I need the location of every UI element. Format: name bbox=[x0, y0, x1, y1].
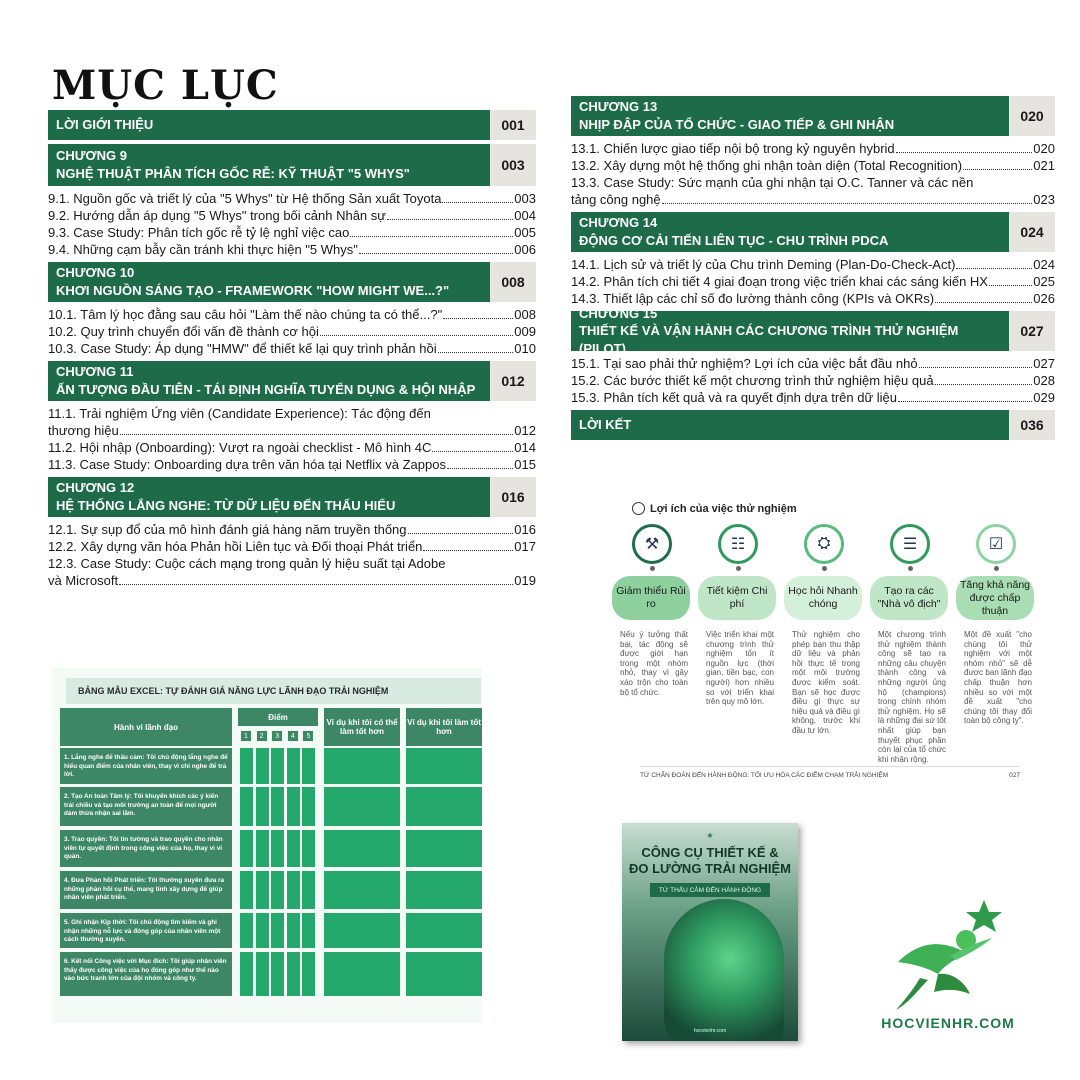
score-cell[interactable] bbox=[271, 913, 284, 948]
chapter-page: 020 bbox=[1009, 96, 1055, 136]
chapter-title bbox=[571, 305, 1009, 356]
toc-entry-text: 14.3. Thiết lập các chỉ số đo lường thành công (KPIs và OKRs) bbox=[571, 291, 935, 306]
toc-entry-text: 12.2. Xây dựng văn hóa Phản hồi Liên tục và Đối thoại Phát triển bbox=[48, 539, 423, 554]
score-cell[interactable] bbox=[256, 830, 269, 867]
toc-entry-text: 15.1. Tại sao phải thử nghiệm? Lợi ích của việc bắt đầu nhỏ bbox=[571, 356, 918, 371]
toc-leader-dots bbox=[989, 285, 1032, 286]
chapter-entries bbox=[48, 405, 536, 473]
toc-leader-dots bbox=[359, 253, 513, 254]
book-title-line1: CÔNG CỤ THIẾT KẾ & bbox=[641, 845, 779, 860]
chapter-page: 027 bbox=[1009, 311, 1055, 351]
book-footer: hocvienhr.com bbox=[693, 1028, 727, 1034]
outro-bar-label: LỜI KẾT bbox=[571, 410, 1009, 440]
chapter-number: CHƯƠNG 12 bbox=[56, 480, 135, 496]
excel-row-behavior: 4. Đưa Phản hồi Phát triển: Tôi thường xuyên đưa ra những phản hồi cụ thể, mang tính xây dựng để giúp nhân viên phát triển. bbox=[60, 871, 232, 909]
toc-entry bbox=[48, 306, 536, 323]
benefit-description: Nếu ý tưởng thất bại, tác động sẽ được giới hạn trong một nhóm nhỏ, thay vì gây xáo trộn cho toàn bộ tổ chức. bbox=[620, 630, 688, 697]
toc-entry-text: 13.3. Case Study: Sức mạnh của ghi nhận tại O.C. Tanner và các nền bbox=[571, 175, 974, 190]
toc-entry-page: 017 bbox=[514, 539, 536, 554]
score-cell[interactable] bbox=[287, 952, 300, 996]
toc-entry-page: 020 bbox=[1033, 141, 1055, 156]
chapter-number: CHƯƠNG 14 bbox=[579, 215, 658, 231]
toc-entry bbox=[571, 389, 1055, 406]
benefits-title bbox=[632, 502, 797, 515]
score-header: 3 bbox=[271, 730, 283, 742]
chapter-header bbox=[48, 262, 536, 302]
chapter-page: 016 bbox=[490, 477, 536, 517]
toc-entry bbox=[48, 340, 536, 357]
example-good-cell[interactable] bbox=[324, 748, 400, 784]
chapter-header bbox=[571, 96, 1055, 136]
toc-entry-text: 10.2. Quy trình chuyển đổi vấn đề thành cơ hội bbox=[48, 324, 319, 339]
toc-leader-dots bbox=[956, 268, 1032, 269]
score-header: 5 bbox=[302, 730, 314, 742]
chapter-title bbox=[48, 262, 490, 302]
toc-entry bbox=[571, 140, 1055, 157]
toc-entry-page: 016 bbox=[514, 522, 536, 537]
chapter-name: HỆ THỐNG LẮNG NGHE: TỪ DỮ LIỆU ĐẾN THẤU HIỂU bbox=[56, 498, 396, 513]
book-subtitle: TỪ THẤU CẢM ĐẾN HÀNH ĐỘNG bbox=[650, 883, 770, 897]
score-cell[interactable] bbox=[271, 787, 284, 826]
example-better-cell[interactable] bbox=[406, 871, 482, 909]
connector-dot bbox=[736, 566, 741, 571]
toc-entry-page: 024 bbox=[1033, 257, 1055, 272]
toc-entry-text: 11.3. Case Study: Onboarding dựa trên văn hóa tại Netflix và Zappos bbox=[48, 457, 446, 472]
toc-entry-page: 009 bbox=[514, 324, 536, 339]
toc-leader-dots bbox=[120, 434, 514, 435]
toc-entry-text: 11.2. Hội nhập (Onboarding): Vượt ra ngoài checklist - Mô hình 4C bbox=[48, 440, 432, 455]
brand-logo bbox=[868, 892, 1038, 1042]
runner-logo-icon bbox=[868, 892, 1038, 1017]
toc-entry bbox=[48, 323, 536, 340]
chapter-header bbox=[571, 305, 1055, 356]
toc-entry-continuation: thương hiệu bbox=[48, 423, 119, 438]
toc-leader-dots bbox=[350, 236, 513, 237]
toc-entry-page: 015 bbox=[514, 457, 536, 472]
outro-bar bbox=[571, 410, 1055, 440]
score-cell[interactable] bbox=[256, 787, 269, 826]
connector-dot bbox=[822, 566, 827, 571]
chapter-name: ĐỘNG CƠ CẢI TIẾN LIÊN TỤC - CHU TRÌNH PDCA bbox=[579, 233, 889, 248]
excel-row-behavior: 5. Ghi nhận Kịp thời: Tôi chủ động tìm kiếm và ghi nhận những nỗ lực và đóng góp của nhân viên một cách thường xuyên. bbox=[60, 913, 232, 948]
toc-entry-text: 9.2. Hướng dẫn áp dụng "5 Whys" trong bối cảnh Nhân sự bbox=[48, 208, 386, 223]
toc-entry-page: 026 bbox=[1033, 291, 1055, 306]
benefit-description: Việc triển khai một chương trình thử nghiệm tốn ít nguồn lực (thời gian, tiền bạc, con người) hơn nhiều so với triển khai trên quy mô lớn. bbox=[706, 630, 774, 707]
toc-entry bbox=[48, 190, 536, 207]
example-better-cell[interactable] bbox=[406, 748, 482, 784]
score-cell[interactable] bbox=[271, 871, 284, 909]
chapter-entries bbox=[571, 256, 1055, 307]
toc-entry bbox=[48, 538, 536, 555]
learning-icon: ⛭ bbox=[804, 524, 844, 564]
chapter-number: CHƯƠNG 10 bbox=[56, 265, 135, 281]
toc-entry bbox=[48, 521, 536, 538]
toc-leader-dots bbox=[387, 219, 513, 220]
toc-entry-text: 9.1. Nguồn gốc và triết lý của "5 Whys" từ Hệ thống Sản xuất Toyota bbox=[48, 191, 442, 206]
chapter-page: 012 bbox=[490, 361, 536, 401]
toc-entry-continuation: và Microsoft bbox=[48, 573, 119, 588]
chapter-name: THIẾT KẾ VÀ VẬN HÀNH CÁC CHƯƠNG TRÌNH THỬ NGHIỆM (PILOT) bbox=[579, 323, 959, 356]
toc-leader-dots bbox=[963, 169, 1032, 170]
toc-entry bbox=[48, 422, 536, 439]
toc-entry-text: 10.1. Tâm lý học đằng sau câu hỏi "Làm thế nào chúng ta có thể...?" bbox=[48, 307, 443, 322]
toc-entry-continuation: tảng công nghệ bbox=[571, 192, 661, 207]
page-title: MỤC LỤC bbox=[52, 62, 279, 109]
score-cell[interactable] bbox=[240, 748, 253, 784]
money-icon: ☷ bbox=[718, 524, 758, 564]
score-cell[interactable] bbox=[240, 913, 253, 948]
chapter-name: ẤN TƯỢNG ĐẦU TIÊN - TÁI ĐỊNH NGHĨA TUYỂN DỤNG & HỘI NHẬP bbox=[56, 382, 476, 397]
benefit-label: Tiết kiệm Chi phí bbox=[698, 576, 776, 620]
toc-entry-page: 027 bbox=[1033, 356, 1055, 371]
score-cell[interactable] bbox=[271, 830, 284, 867]
chapter-entries bbox=[48, 306, 536, 357]
toc-entry-page: 028 bbox=[1033, 373, 1055, 388]
toc-entry bbox=[571, 157, 1055, 174]
toc-entry bbox=[571, 372, 1055, 389]
toc-entry-page: 012 bbox=[514, 423, 536, 438]
example-good-cell[interactable] bbox=[324, 787, 400, 826]
chapter-number: CHƯƠNG 9 bbox=[56, 148, 127, 164]
chapter-page: 008 bbox=[490, 262, 536, 302]
benefits-footer-divider bbox=[640, 766, 1020, 767]
toc-leader-dots bbox=[119, 584, 513, 585]
excel-col-example-good: Ví dụ khi tôi có thể làm tốt hơn bbox=[324, 708, 400, 746]
score-cell[interactable] bbox=[271, 748, 284, 784]
toc-entry bbox=[48, 572, 536, 589]
book-logo-icon: ★ bbox=[706, 831, 714, 840]
toc-entry-page: 021 bbox=[1033, 158, 1055, 173]
toc-entry-page: 006 bbox=[514, 242, 536, 257]
toc-leader-dots bbox=[320, 335, 513, 336]
toc-entry-text: 9.3. Case Study: Phân tích gốc rễ tỷ lệ nghỉ việc cao bbox=[48, 225, 350, 240]
toc-entry-page: 025 bbox=[1033, 274, 1055, 289]
benefit-description: Thử nghiệm cho phép bạn thu thập dữ liệu và phản hồi thực tế trong một môi trường được kiểm soát. Bạn sẽ học được điều gì thực sự hiệu quả và điều gì không, trước khi đầu tư lớn. bbox=[792, 630, 860, 735]
score-cell[interactable] bbox=[287, 787, 300, 826]
example-good-cell[interactable] bbox=[324, 952, 400, 996]
benefits-title-icon bbox=[632, 502, 645, 515]
toc-entry-text: 14.2. Phân tích chi tiết 4 giai đoạn trong việc triển khai các sáng kiến HX bbox=[571, 274, 988, 289]
connector-dot bbox=[994, 566, 999, 571]
excel-col-score: Điểm bbox=[238, 708, 318, 726]
benefits-footer-page: 027 bbox=[1009, 772, 1020, 779]
example-better-cell[interactable] bbox=[406, 913, 482, 948]
chapter-title bbox=[571, 96, 1009, 136]
example-better-cell[interactable] bbox=[406, 787, 482, 826]
checklist-icon: ☑ bbox=[976, 524, 1016, 564]
excel-row-behavior: 6. Kết nối Công việc với Mục đích: Tôi giúp nhân viên thấy được công việc của họ đóng góp như thế nào vào bức tranh lớn của đội nhóm và công ty. bbox=[60, 952, 232, 996]
score-cell[interactable] bbox=[256, 871, 269, 909]
chapter-number: CHƯƠNG 13 bbox=[579, 99, 658, 115]
toc-leader-dots bbox=[935, 302, 1032, 303]
chapter-title bbox=[48, 361, 490, 401]
excel-title: BẢNG MẪU EXCEL: TỰ ĐÁNH GIÁ NĂNG LỰC LÃNH ĐẠO TRẢI NGHIỆM bbox=[66, 678, 481, 704]
score-header: 2 bbox=[256, 730, 268, 742]
chapter-name: NHỊP ĐẬP CỦA TỔ CHỨC - GIAO TIẾP & GHI NHẬN bbox=[579, 117, 895, 132]
toc-entry-text: 15.3. Phân tích kết quả và ra quyết định dựa trên dữ liệu bbox=[571, 390, 898, 405]
chapter-entries bbox=[571, 140, 1055, 208]
example-good-cell[interactable] bbox=[324, 871, 400, 909]
toc-leader-dots bbox=[432, 451, 513, 452]
excel-col-behavior: Hành vi lãnh đạo bbox=[60, 708, 232, 746]
intro-bar-label: LỜI GIỚI THIỆU bbox=[48, 110, 490, 140]
toc-entry bbox=[48, 224, 536, 241]
toc-entry-text: 12.3. Case Study: Cuộc cách mạng trong quản lý hiệu suất tại Adobe bbox=[48, 556, 446, 571]
tools-icon: ⚒ bbox=[632, 524, 672, 564]
intro-bar bbox=[48, 110, 536, 140]
benefits-footer bbox=[640, 772, 1020, 779]
score-cell[interactable] bbox=[302, 913, 315, 948]
clipboard-icon: ☰ bbox=[890, 524, 930, 564]
benefit-description: Một đề xuất "cho chúng tôi thử nghiệm với một nhóm nhỏ" sẽ dễ được ban lãnh đạo chấp thuận hơn nhiều so với một đề xuất "cho chúng tôi thay đổi toàn bộ công ty". bbox=[964, 630, 1032, 726]
benefit-label: Giảm thiểu Rủi ro bbox=[612, 576, 690, 620]
book-title bbox=[622, 845, 798, 877]
score-cell[interactable] bbox=[302, 787, 315, 826]
score-cell[interactable] bbox=[302, 952, 315, 996]
score-cell[interactable] bbox=[256, 952, 269, 996]
chapter-number: CHƯƠNG 15 bbox=[579, 305, 658, 321]
book-title-line2: ĐO LƯỜNG TRẢI NGHIỆM bbox=[629, 861, 791, 876]
score-cell[interactable] bbox=[287, 871, 300, 909]
toc-entry-page: 003 bbox=[514, 191, 536, 206]
toc-leader-dots bbox=[896, 152, 1033, 153]
benefits-title-text: Lợi ích của việc thử nghiệm bbox=[650, 502, 797, 515]
intro-bar-page: 001 bbox=[490, 110, 536, 140]
score-cell[interactable] bbox=[287, 830, 300, 867]
toc-entry-text: 9.4. Những cạm bẫy cần tránh khi thực hiện "5 Whys" bbox=[48, 242, 358, 257]
toc-leader-dots bbox=[662, 203, 1033, 204]
chapter-header bbox=[48, 361, 536, 401]
score-cell[interactable] bbox=[256, 748, 269, 784]
benefit-label: Tăng khả năng được chấp thuận bbox=[956, 576, 1034, 620]
example-good-cell[interactable] bbox=[324, 913, 400, 948]
toc-leader-dots bbox=[438, 352, 514, 353]
chapter-title bbox=[571, 212, 1009, 252]
toc-entry bbox=[48, 207, 536, 224]
toc-entry bbox=[571, 273, 1055, 290]
score-header: 1 bbox=[240, 730, 252, 742]
toc-entry bbox=[48, 439, 536, 456]
chapter-entries bbox=[571, 355, 1055, 406]
toc-entry-text: 10.3. Case Study: Áp dụng "HMW" để thiết kế lại quy trình phản hồi bbox=[48, 341, 437, 356]
chapter-page: 024 bbox=[1009, 212, 1055, 252]
score-header: 4 bbox=[287, 730, 299, 742]
example-good-cell[interactable] bbox=[324, 830, 400, 867]
book-cover bbox=[622, 823, 798, 1041]
toc-right-column bbox=[571, 96, 1055, 444]
toc-entry-page: 004 bbox=[514, 208, 536, 223]
chapter-title bbox=[48, 477, 490, 517]
toc-leader-dots bbox=[408, 533, 514, 534]
toc-leader-dots bbox=[935, 384, 1033, 385]
score-cell[interactable] bbox=[302, 830, 315, 867]
chapter-header bbox=[48, 477, 536, 517]
score-cell[interactable] bbox=[240, 830, 253, 867]
score-cell[interactable] bbox=[287, 748, 300, 784]
benefits-footer-title: TỪ CHẨN ĐOÁN ĐẾN HÀNH ĐỘNG: TỐI ƯU HÓA CÁC ĐIỂM CHẠM TRẢI NGHIỆM bbox=[640, 772, 889, 779]
example-better-cell[interactable] bbox=[406, 952, 482, 996]
chapter-header bbox=[48, 144, 536, 186]
excel-row-behavior: 1. Lắng nghe để thấu cảm: Tôi chủ động lắng nghe để hiểu quan điểm của nhân viên, thay vì chỉ nghe để trả lời. bbox=[60, 748, 232, 784]
example-better-cell[interactable] bbox=[406, 830, 482, 867]
toc-entry-page: 029 bbox=[1033, 390, 1055, 405]
toc-entry-text: 14.1. Lịch sử và triết lý của Chu trình Deming (Plan-Do-Check-Act) bbox=[571, 257, 956, 272]
benefit-label: Học hỏi Nhanh chóng bbox=[784, 576, 862, 620]
toc-entry-text: 15.2. Các bước thiết kế một chương trình thử nghiệm hiệu quả bbox=[571, 373, 934, 388]
toc-entry-page: 005 bbox=[514, 225, 536, 240]
toc-entry-page: 023 bbox=[1033, 192, 1055, 207]
brand-logo-text: HOCVIENHR.COM bbox=[881, 1015, 1015, 1031]
toc-entry-page: 014 bbox=[514, 440, 536, 455]
score-cell[interactable] bbox=[240, 787, 253, 826]
toc-entry-page: 008 bbox=[514, 307, 536, 322]
toc-entry-text: 13.1. Chiến lược giao tiếp nội bộ trong kỷ nguyên hybrid bbox=[571, 141, 895, 156]
toc-entry-text: 13.2. Xây dựng một hệ thống ghi nhận toàn diện (Total Recognition) bbox=[571, 158, 963, 173]
connector-dot bbox=[908, 566, 913, 571]
toc-entry bbox=[571, 355, 1055, 372]
outro-bar-page: 036 bbox=[1009, 410, 1055, 440]
benefits-panel bbox=[612, 494, 1052, 794]
toc-leader-dots bbox=[442, 202, 513, 203]
excel-template bbox=[52, 668, 482, 1023]
chapter-page: 003 bbox=[490, 144, 536, 186]
score-cell[interactable] bbox=[302, 871, 315, 909]
connector-dot bbox=[650, 566, 655, 571]
chapter-header bbox=[571, 212, 1055, 252]
book-head-illustration bbox=[664, 899, 784, 1041]
benefit-description: Một chương trình thử nghiệm thành công sẽ tạo ra những câu chuyện thành công và những người ủng hộ (champions) trong chính nhóm thử nghiệm. Họ sẽ là những đại sứ tốt nhất giúp bạn thuyết phục phần còn lại của tổ chức khi nhân rộng. bbox=[878, 630, 946, 764]
score-cell[interactable] bbox=[240, 952, 253, 996]
toc-entry bbox=[48, 456, 536, 473]
chapter-entries bbox=[48, 521, 536, 589]
toc-leader-dots bbox=[898, 401, 1032, 402]
score-cell[interactable] bbox=[256, 913, 269, 948]
toc-left-column bbox=[48, 110, 536, 593]
toc-entry bbox=[48, 241, 536, 258]
score-cell[interactable] bbox=[271, 952, 284, 996]
chapter-number: CHƯƠNG 11 bbox=[56, 364, 134, 380]
score-cell[interactable] bbox=[287, 913, 300, 948]
excel-row-behavior: 2. Tạo An toàn Tâm lý: Tôi khuyến khích các ý kiến trái chiều và tạo môi trường an toàn để mọi người dám thừa nhận sai lầm. bbox=[60, 787, 232, 826]
toc-entry-page: 010 bbox=[514, 341, 536, 356]
chapter-name: NGHỆ THUẬT PHÂN TÍCH GỐC RỄ: KỸ THUẬT "5 WHYS" bbox=[56, 166, 410, 181]
toc-entry bbox=[571, 191, 1055, 208]
toc-leader-dots bbox=[447, 468, 513, 469]
toc-entry-text: 12.1. Sự sụp đổ của mô hình đánh giá hàng năm truyền thống bbox=[48, 522, 407, 537]
excel-row-behavior: 3. Trao quyền: Tôi tin tưởng và trao quyền cho nhân viên tự quyết định trong công việc của họ, thay vì vi quản. bbox=[60, 830, 232, 867]
toc-entry-text: 11.1. Trải nghiệm Ứng viên (Candidate Experience): Tác động đến bbox=[48, 406, 431, 421]
toc-entry-page: 019 bbox=[514, 573, 536, 588]
toc-leader-dots bbox=[423, 550, 513, 551]
score-cell[interactable] bbox=[240, 871, 253, 909]
excel-col-example-better: Ví dụ khi tôi làm tốt hơn bbox=[406, 708, 482, 746]
toc-entry bbox=[571, 256, 1055, 273]
chapter-name: KHƠI NGUỒN SÁNG TẠO - FRAMEWORK "HOW MIGHT WE...?" bbox=[56, 283, 450, 298]
chapter-title bbox=[48, 144, 490, 186]
score-cell[interactable] bbox=[302, 748, 315, 784]
benefit-label: Tạo ra các "Nhà vô địch" bbox=[870, 576, 948, 620]
chapter-entries bbox=[48, 190, 536, 258]
toc-leader-dots bbox=[919, 367, 1033, 368]
toc-leader-dots bbox=[443, 318, 513, 319]
